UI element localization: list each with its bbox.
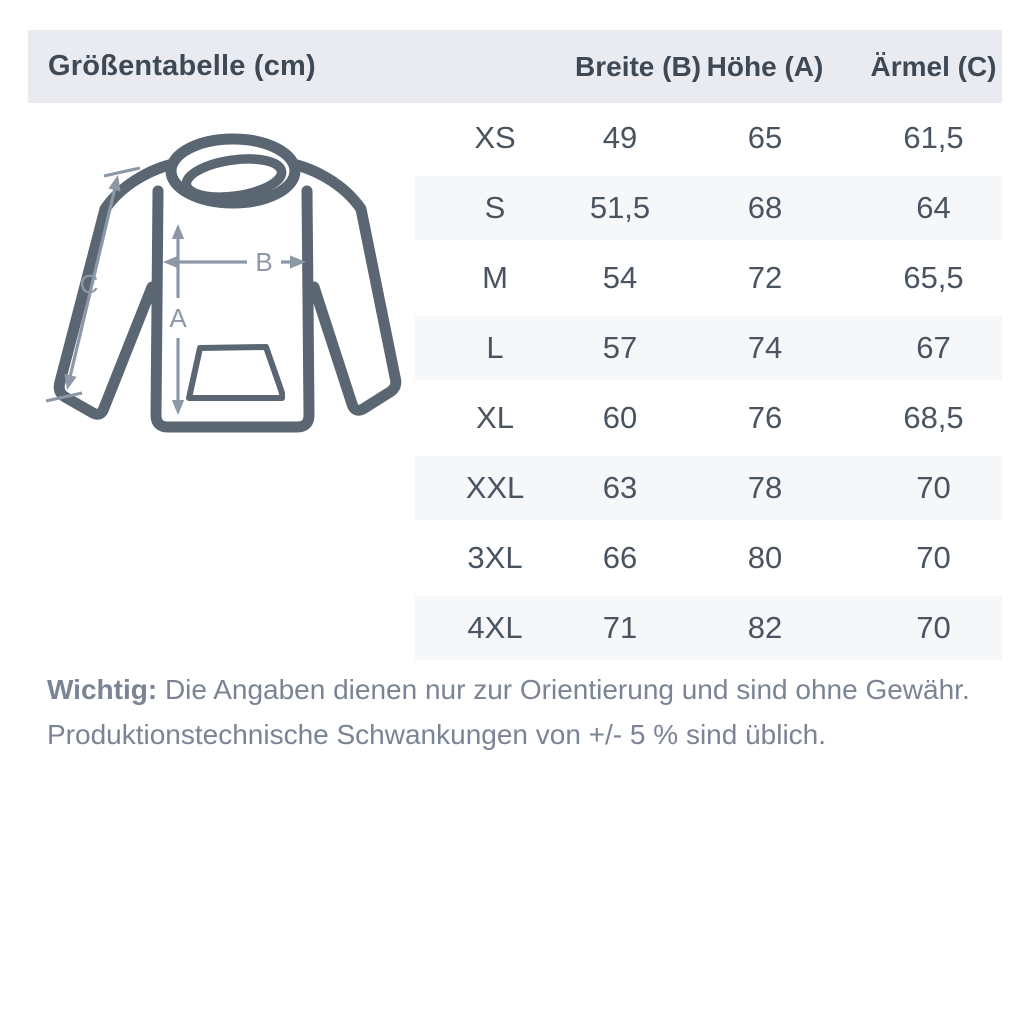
breite-value: 51,5: [589, 190, 651, 225]
aermel-value: 70: [916, 610, 951, 645]
table-row-s: [415, 173, 1002, 243]
aermel-value: 64: [916, 190, 951, 225]
table-row-l: [415, 313, 1002, 383]
aermel-value: 67: [916, 330, 951, 365]
hoehe-value: 74: [747, 330, 783, 365]
hoodie-right-sleeve: [282, 162, 396, 410]
table-header: [28, 30, 1002, 103]
size-label: 4XL: [467, 610, 523, 645]
breite-value: 66: [602, 540, 638, 575]
arrowhead-c-bottom: [64, 374, 76, 390]
arrowhead-a-down: [172, 400, 184, 415]
column-header-breite: Breite (B): [575, 50, 702, 82]
label-c: C: [79, 269, 99, 299]
kangaroo-pocket: [189, 347, 282, 398]
page-title: Größentabelle (cm): [48, 50, 316, 82]
breite-value: 60: [602, 400, 638, 435]
size-label: XL: [476, 400, 514, 435]
breite-value: 57: [602, 330, 638, 365]
hoodie-diagram: [40, 125, 420, 460]
arrowhead-a-up: [172, 224, 184, 239]
hoehe-value: 78: [747, 470, 783, 505]
hoehe-value: 65: [747, 120, 783, 155]
table-row-xxl: [415, 453, 1002, 523]
size-label: 3XL: [467, 540, 523, 575]
size-label: XXL: [465, 470, 525, 505]
table-row-xl: [415, 383, 1002, 453]
hoodie-outline: [59, 139, 396, 427]
note-line1-text: Die Angaben dienen nur zur Orientierung und sind ohne Gewähr.: [164, 674, 970, 705]
column-headers: [415, 30, 1002, 103]
disclaimer-note: [47, 667, 977, 757]
size-label: XS: [474, 120, 516, 155]
hoehe-value: 76: [747, 400, 783, 435]
column-header-aermel: Ärmel (C): [870, 50, 997, 82]
hoehe-value: 72: [747, 260, 783, 295]
hoehe-value: 68: [747, 190, 783, 225]
size-table: [415, 103, 1002, 663]
column-header-hoehe: Höhe (A): [706, 50, 824, 82]
note-line-1: [47, 667, 977, 712]
hoehe-value: 80: [747, 540, 783, 575]
breite-value: 63: [602, 470, 638, 505]
size-label: S: [484, 190, 506, 225]
size-label: L: [486, 330, 504, 365]
aermel-value: 65,5: [903, 260, 964, 295]
table-row-3xl: [415, 523, 1002, 593]
breite-value: 49: [602, 120, 638, 155]
table-row-m: [415, 243, 1002, 313]
note-bold-label: Wichtig:: [47, 674, 158, 705]
aermel-value: 61,5: [903, 120, 964, 155]
breite-value: 54: [602, 260, 638, 295]
table-row-xs: [415, 103, 1002, 173]
aermel-value: 70: [916, 470, 951, 505]
label-a: A: [169, 303, 187, 333]
aermel-value: 70: [916, 540, 951, 575]
arrowhead-b-left: [163, 255, 179, 268]
label-b: B: [255, 247, 273, 277]
hoodie-left-sleeve: [59, 162, 184, 414]
hoehe-value: 82: [747, 610, 783, 645]
breite-value: 71: [602, 610, 638, 645]
size-label: M: [482, 260, 508, 295]
table-row-4xl: [415, 593, 1002, 663]
note-line-2: Produktionstechnische Schwankungen von +/- 5 % sind üblich.: [47, 719, 827, 750]
aermel-value: 68,5: [903, 400, 964, 435]
arrowhead-c-top: [108, 175, 120, 192]
